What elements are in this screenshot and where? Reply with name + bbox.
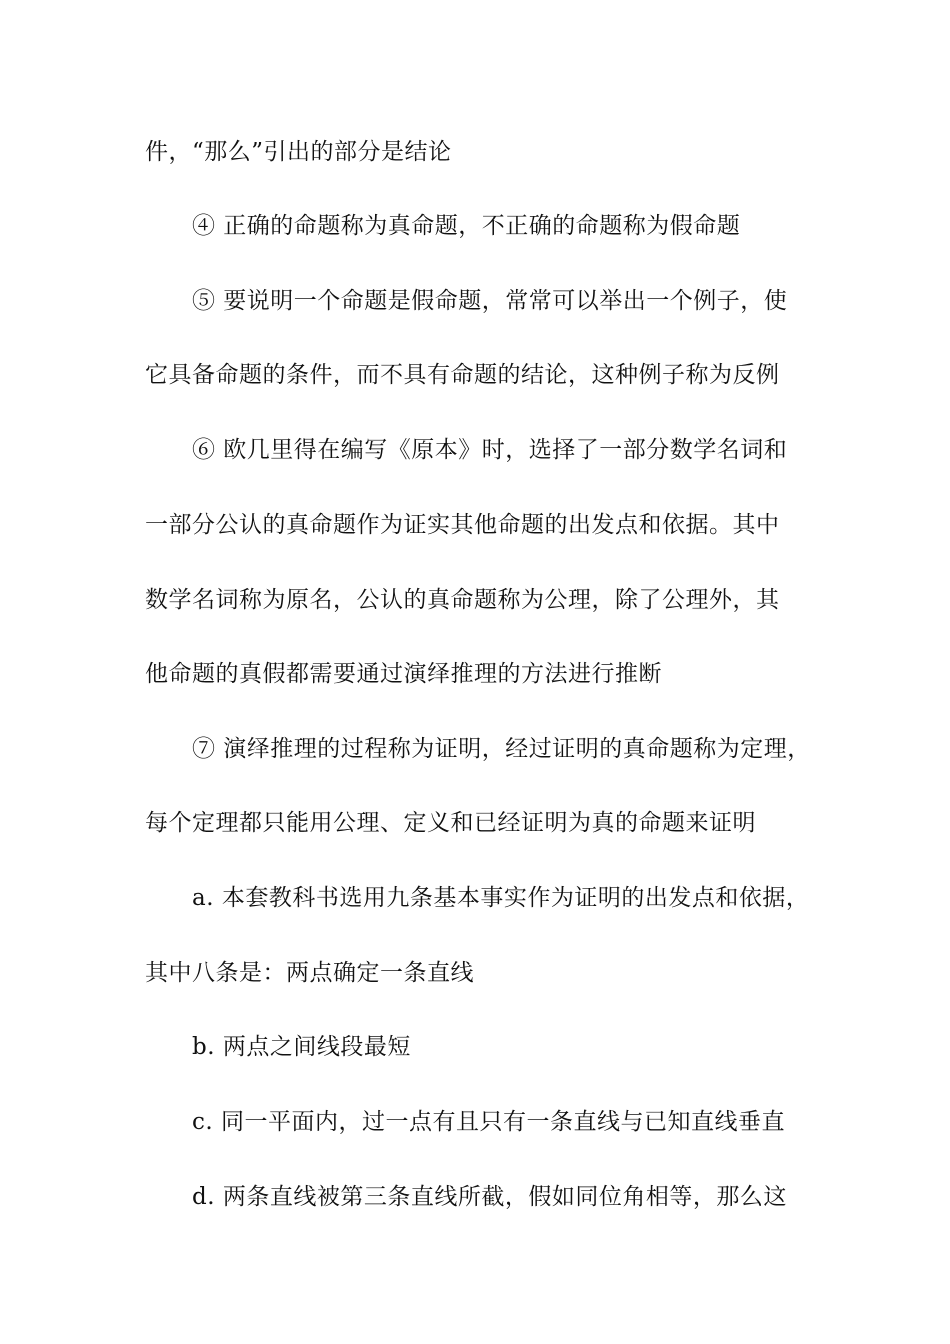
text-line: c. 同一平面内，过一点有且只有一条直线与已知直线垂直 — [192, 1109, 786, 1135]
text-line: 一部分公认的真命题作为证实其他命题的出发点和依据。其中 — [145, 512, 780, 538]
text-line: b. 两点之间线段最短 — [192, 1034, 411, 1060]
text-line: a. 本套教科书选用九条基本事实作为证明的出发点和依据， — [192, 885, 810, 911]
text-line: ⑥ 欧几里得在编写《原本》时，选择了一部分数学名词和 — [192, 437, 788, 463]
text-line: 他命题的真假都需要通过演绎推理的方法进行推断 — [145, 661, 662, 687]
text-line: ⑦ 演绎推理的过程称为证明，经过证明的真命题称为定理， — [192, 736, 811, 762]
text-line: 每个定理都只能用公理、定义和已经证明为真的命题来证明 — [145, 810, 756, 836]
text-line: 数学名词称为原名，公认的真命题称为公理，除了公理外，其 — [145, 587, 780, 613]
text-line: ④ 正确的命题称为真命题，不正确的命题称为假命题 — [192, 213, 741, 239]
text-line: 件，“那么”引出的部分是结论 — [145, 139, 452, 165]
text-line: d. 两条直线被第三条直线所截，假如同位角相等，那么这 — [192, 1184, 787, 1210]
text-line: 其中八条是：两点确定一条直线 — [145, 960, 474, 986]
text-line: ⑤ 要说明一个命题是假命题，常常可以举出一个例子，使 — [192, 288, 788, 314]
text-line: 它具备命题的条件，而不具有命题的结论，这种例子称为反例 — [145, 362, 780, 388]
